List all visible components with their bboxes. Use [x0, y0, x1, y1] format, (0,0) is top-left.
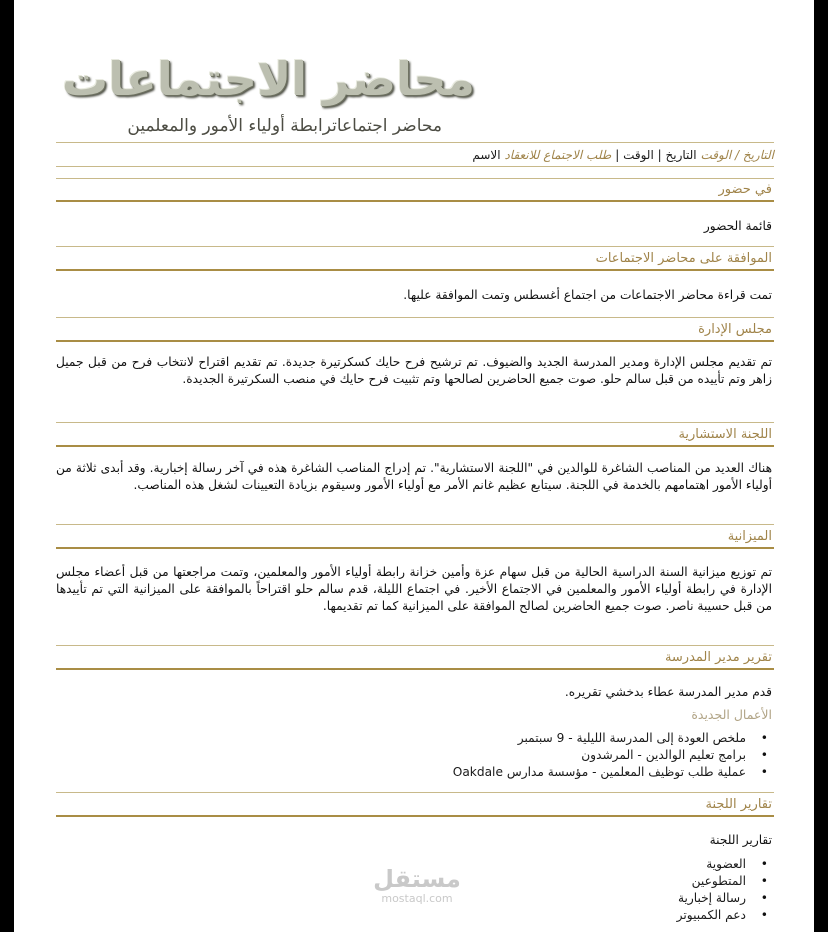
meta-separator: |: [657, 148, 662, 162]
section-heading-principal: تقرير مدير المدرسة: [664, 650, 772, 665]
section-heading-advisory: اللجنة الاستشارية: [678, 427, 772, 442]
list-item: • برامج تعليم الوالدين - المرشدون: [56, 747, 746, 764]
rule: [56, 142, 774, 143]
rule: [56, 524, 774, 525]
list-item: • عملية طلب توظيف المعلمين - مؤسسة مدارس Oakdale: [56, 764, 746, 781]
rule: [56, 422, 774, 423]
list-item: • العضوية: [56, 856, 746, 873]
rule: [56, 668, 774, 670]
approval-text: تمت قراءة محاضر الاجتماعات من اجتماع أغسطس وتمت الموافقة عليها.: [403, 288, 772, 302]
section-heading-board: مجلس الإدارة: [698, 322, 772, 337]
document-subtitle: محاضر اجتماعاترابطة أولياء الأمور والمعلمين: [127, 116, 442, 136]
meta-date: التاريخ: [665, 148, 697, 162]
section-heading-approval: الموافقة على محاضر الاجتماعات: [595, 251, 772, 266]
rule: [56, 317, 774, 318]
meta-separator: |: [615, 148, 620, 162]
meta-name: الاسم: [472, 148, 501, 162]
list-item: • المتطوعين: [56, 873, 746, 890]
watermark-latin: mostaql.com: [381, 892, 453, 905]
new-business-list: [56, 730, 772, 781]
rule: [56, 246, 774, 247]
rule: [56, 178, 774, 179]
advisory-text: هناك العديد من المناصب الشاغرة للوالدين في "اللجنة الاستشارية". تم إدراج المناصب الشاغرة هذه في آخر رسالة إخبارية. وقد أبدى ثلاثة من أولياء الأمور اهتمامهم بالخدمة في اللجنة. سيتابع عظيم غانم الأمر مع أولياء الأمور وسيقوم بزيادة التعيينات لشغل هذه المناصب.: [56, 461, 772, 492]
attendance-text: قائمة الحضور: [703, 219, 772, 233]
rule: [56, 645, 774, 646]
principal-text: قدم مدير المدرسة عطاء بدخشي تقريره.: [564, 685, 772, 699]
section-heading-budget: الميزانية: [727, 529, 772, 544]
new-business-heading: الأعمال الجديدة: [691, 707, 772, 722]
mostaql-watermark: [362, 866, 472, 905]
rule: [56, 815, 774, 817]
section-heading-attendance: في حضور: [718, 182, 772, 197]
list-item: • ملخص العودة إلى المدرسة الليلية - 9 سبتمبر: [56, 730, 746, 747]
meta-time: الوقت: [623, 148, 654, 162]
meta-date-time: التاريخ / الوقت: [700, 148, 774, 162]
list-item: • رسالة إخبارية: [56, 890, 746, 907]
section-heading-committees: تقارير اللجنة: [705, 797, 772, 812]
document-title: محاضر الاجتماعات: [62, 52, 475, 106]
rule: [56, 340, 774, 342]
rule: [56, 200, 774, 202]
meeting-meta-line: [56, 148, 774, 166]
board-text: تم تقديم مجلس الإدارة ومدير المدرسة الجديد والضيوف. تم ترشيح فرح حايك كسكرتيرة جديدة. تم تقديم اقتراح لانتخاب فرح من قبل جميل زاهر وتم تأييده من قبل سالم حلو. صوت جميع الحاضرين لصالحها وتم تثبيت فرح حايك في منصب السكرتيرة الجديدة.: [56, 355, 772, 386]
rule: [56, 792, 774, 793]
rule: [56, 166, 774, 167]
list-item: • دعم الكمبيوتر: [56, 907, 746, 924]
budget-text: تم توزيع ميزانية السنة الدراسية الحالية من قبل سهام عزة وأمين خزانة رابطة أولياء الأمور والمعلمين، وتمت مراجعتها من قبل أعضاء مجلس الإدارة في رابطة أولياء الأمور والمعلمين في الاجتماع الأخير. في اجتماع الليلة، قدم سالم حلو اقتراحاً بالموافقة على الميزانية التي تم تأييدها من قبل حسيبة ناصر. صوت جميع الحاضرين لصالح الموافقة على الميزانية كما تم تقديمها.: [56, 565, 772, 613]
rule: [56, 445, 774, 447]
committees-text: تقارير اللجنة: [709, 833, 772, 847]
rule: [56, 547, 774, 549]
rule: [56, 269, 774, 271]
watermark-arabic: مستقل: [373, 865, 461, 893]
left-black-border: [0, 0, 14, 932]
meta-meeting-request: طلب الاجتماع للانعقاد: [504, 148, 612, 162]
right-black-border: [814, 0, 828, 932]
